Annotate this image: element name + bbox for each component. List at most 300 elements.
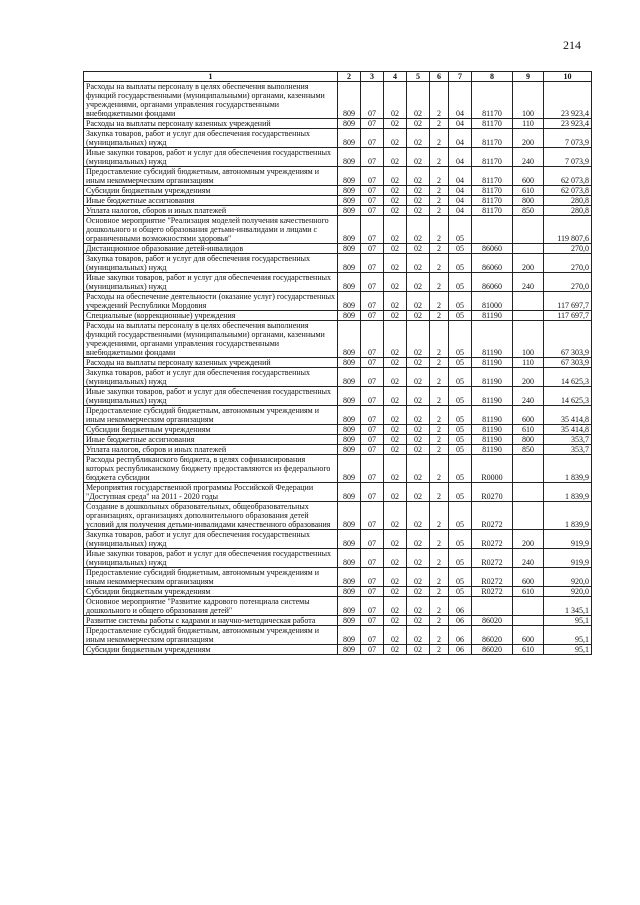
ministry-code-cell: 809 <box>338 406 361 425</box>
section-cell: 07 <box>361 129 384 148</box>
table-row <box>84 483 592 502</box>
section-cell: 07 <box>361 435 384 445</box>
ministry-code-cell: 809 <box>338 186 361 196</box>
ministry-code-cell: 809 <box>338 435 361 445</box>
program-cell: 02 <box>407 321 430 358</box>
expense-type-cell: 200 <box>513 254 544 273</box>
table-row <box>84 358 592 368</box>
item-name-cell: Закупка товаров, работ и услуг для обеспечения государственных (муниципальных) нужд <box>84 254 338 273</box>
section-cell: 07 <box>361 626 384 645</box>
subprogram-cell: 2 <box>430 292 449 311</box>
program-cell: 02 <box>407 455 430 483</box>
program-cell: 02 <box>407 292 430 311</box>
amount-cell: 14 625,3 <box>544 387 592 406</box>
activity-cell: 05 <box>449 216 472 244</box>
amount-cell: 62 073,8 <box>544 186 592 196</box>
subsection-cell: 02 <box>384 148 407 167</box>
program-cell: 02 <box>407 445 430 455</box>
expense-type-cell: 610 <box>513 645 544 655</box>
subsection-cell: 02 <box>384 186 407 196</box>
section-cell: 07 <box>361 368 384 387</box>
subsection-cell: 02 <box>384 406 407 425</box>
section-cell: 07 <box>361 502 384 530</box>
activity-cell: 04 <box>449 186 472 196</box>
activity-cell: 04 <box>449 119 472 129</box>
target-code-cell: 81000 <box>472 292 513 311</box>
program-cell: 02 <box>407 206 430 216</box>
amount-cell: 95,1 <box>544 645 592 655</box>
ministry-code-cell: 809 <box>338 483 361 502</box>
amount-cell: 270,0 <box>544 273 592 292</box>
target-code-cell <box>472 597 513 616</box>
item-name-cell: Иные закупки товаров, работ и услуг для обеспечения государственных (муниципальных) нужд <box>84 148 338 167</box>
program-cell: 02 <box>407 502 430 530</box>
program-cell: 02 <box>407 597 430 616</box>
ministry-code-cell: 809 <box>338 206 361 216</box>
subsection-cell: 02 <box>384 455 407 483</box>
program-cell: 02 <box>407 645 430 655</box>
activity-cell: 06 <box>449 645 472 655</box>
table-row <box>84 645 592 655</box>
program-cell: 02 <box>407 196 430 206</box>
column-header: 1 <box>84 72 338 82</box>
table-row <box>84 425 592 435</box>
target-code-cell: 81170 <box>472 119 513 129</box>
target-code-cell: R0272 <box>472 530 513 549</box>
ministry-code-cell: 809 <box>338 216 361 244</box>
target-code-cell: 81190 <box>472 358 513 368</box>
subprogram-cell: 2 <box>430 587 449 597</box>
program-cell: 02 <box>407 358 430 368</box>
target-code-cell: 81170 <box>472 167 513 186</box>
program-cell: 02 <box>407 435 430 445</box>
subsection-cell: 02 <box>384 216 407 244</box>
expense-type-cell: 600 <box>513 167 544 186</box>
item-name-cell: Основное мероприятие "Развитие кадрового потенциала системы дошкольного и общего образования детей" <box>84 597 338 616</box>
item-name-cell: Уплата налогов, сборов и иных платежей <box>84 445 338 455</box>
column-header: 8 <box>472 72 513 82</box>
activity-cell: 05 <box>449 502 472 530</box>
section-cell: 07 <box>361 455 384 483</box>
activity-cell: 05 <box>449 587 472 597</box>
target-code-cell: 81190 <box>472 445 513 455</box>
section-cell: 07 <box>361 530 384 549</box>
expense-type-cell: 610 <box>513 425 544 435</box>
program-cell: 02 <box>407 616 430 626</box>
table-row <box>84 244 592 254</box>
target-code-cell: 81170 <box>472 186 513 196</box>
subprogram-cell: 2 <box>430 597 449 616</box>
amount-cell: 353,7 <box>544 435 592 445</box>
target-code-cell: 86020 <box>472 616 513 626</box>
table-row <box>84 616 592 626</box>
item-name-cell: Закупка товаров, работ и услуг для обеспечения государственных (муниципальных) нужд <box>84 530 338 549</box>
amount-cell: 919,9 <box>544 549 592 568</box>
amount-cell: 35 414,8 <box>544 406 592 425</box>
ministry-code-cell: 809 <box>338 626 361 645</box>
table-row <box>84 82 592 119</box>
subprogram-cell: 2 <box>430 626 449 645</box>
program-cell: 02 <box>407 216 430 244</box>
section-cell: 07 <box>361 587 384 597</box>
table-row <box>84 387 592 406</box>
ministry-code-cell: 809 <box>338 616 361 626</box>
table-row <box>84 549 592 568</box>
amount-cell: 1 839,9 <box>544 502 592 530</box>
activity-cell: 05 <box>449 445 472 455</box>
activity-cell: 05 <box>449 292 472 311</box>
expense-type-cell: 850 <box>513 445 544 455</box>
section-cell: 07 <box>361 425 384 435</box>
expense-type-cell: 600 <box>513 406 544 425</box>
subprogram-cell: 2 <box>430 244 449 254</box>
item-name-cell: Иные закупки товаров, работ и услуг для обеспечения государственных (муниципальных) нужд <box>84 387 338 406</box>
table-row <box>84 597 592 616</box>
table-row <box>84 626 592 645</box>
subprogram-cell: 2 <box>430 387 449 406</box>
expense-type-cell <box>513 502 544 530</box>
subsection-cell: 02 <box>384 626 407 645</box>
subprogram-cell: 2 <box>430 502 449 530</box>
item-name-cell: Предоставление субсидий бюджетным, автономным учреждениям и иным некоммерческим организациям <box>84 406 338 425</box>
section-cell: 07 <box>361 254 384 273</box>
target-code-cell: 81190 <box>472 311 513 321</box>
ministry-code-cell: 809 <box>338 254 361 273</box>
section-cell: 07 <box>361 483 384 502</box>
section-cell: 07 <box>361 186 384 196</box>
program-cell: 02 <box>407 368 430 387</box>
item-name-cell: Субсидии бюджетным учреждениям <box>84 645 338 655</box>
subprogram-cell: 2 <box>430 167 449 186</box>
table-row <box>84 587 592 597</box>
item-name-cell: Основное мероприятие "Реализация моделей получения качественного дошкольного и общего образования детьми-инвалидами и лицами с ограниченными возможностями здоровья" <box>84 216 338 244</box>
target-code-cell: 86060 <box>472 244 513 254</box>
subprogram-cell: 2 <box>430 186 449 196</box>
amount-cell: 95,1 <box>544 626 592 645</box>
table-row <box>84 406 592 425</box>
page-number: 214 <box>563 38 581 52</box>
target-code-cell: R0272 <box>472 587 513 597</box>
subsection-cell: 02 <box>384 645 407 655</box>
item-name-cell: Субсидии бюджетным учреждениям <box>84 425 338 435</box>
ministry-code-cell: 809 <box>338 549 361 568</box>
expense-type-cell: 240 <box>513 148 544 167</box>
amount-cell: 14 625,3 <box>544 368 592 387</box>
amount-cell: 280,8 <box>544 206 592 216</box>
item-name-cell: Дистанционное образование детей-инвалидов <box>84 244 338 254</box>
target-code-cell: R0272 <box>472 502 513 530</box>
subprogram-cell: 2 <box>430 368 449 387</box>
subsection-cell: 02 <box>384 445 407 455</box>
column-header: 6 <box>430 72 449 82</box>
activity-cell: 05 <box>449 387 472 406</box>
subsection-cell: 02 <box>384 597 407 616</box>
amount-cell: 7 073,9 <box>544 129 592 148</box>
ministry-code-cell: 809 <box>338 455 361 483</box>
activity-cell: 05 <box>449 273 472 292</box>
target-code-cell: 81190 <box>472 368 513 387</box>
target-code-cell: R0000 <box>472 455 513 483</box>
column-header: 2 <box>338 72 361 82</box>
target-code-cell: 81170 <box>472 206 513 216</box>
section-cell: 07 <box>361 119 384 129</box>
subsection-cell: 02 <box>384 311 407 321</box>
budget-table <box>83 71 592 655</box>
expense-type-cell: 240 <box>513 549 544 568</box>
expense-type-cell: 800 <box>513 435 544 445</box>
amount-cell: 1 345,1 <box>544 597 592 616</box>
subsection-cell: 02 <box>384 119 407 129</box>
expense-type-cell: 600 <box>513 626 544 645</box>
column-header: 10 <box>544 72 592 82</box>
item-name-cell: Специальные (коррекционные) учреждения <box>84 311 338 321</box>
subsection-cell: 02 <box>384 358 407 368</box>
table-row <box>84 321 592 358</box>
ministry-code-cell: 809 <box>338 387 361 406</box>
program-cell: 02 <box>407 148 430 167</box>
subsection-cell: 02 <box>384 530 407 549</box>
activity-cell: 04 <box>449 167 472 186</box>
item-name-cell: Расходы на выплаты персоналу в целях обеспечения выполнения функций государственными (муниципальными) органами, казенными учреждениями, органами управления государственными внебюджетными фондами <box>84 82 338 119</box>
expense-type-cell <box>513 597 544 616</box>
target-code-cell: R0272 <box>472 549 513 568</box>
table-row <box>84 368 592 387</box>
section-cell: 07 <box>361 206 384 216</box>
activity-cell: 05 <box>449 455 472 483</box>
amount-cell: 95,1 <box>544 616 592 626</box>
activity-cell: 05 <box>449 530 472 549</box>
subsection-cell: 02 <box>384 254 407 273</box>
activity-cell: 04 <box>449 148 472 167</box>
subprogram-cell: 2 <box>430 321 449 358</box>
ministry-code-cell: 809 <box>338 119 361 129</box>
ministry-code-cell: 809 <box>338 321 361 358</box>
section-cell: 07 <box>361 244 384 254</box>
ministry-code-cell: 809 <box>338 292 361 311</box>
item-name-cell: Расходы на выплаты персоналу в целях обеспечения выполнения функций государственными (муниципальными) органами, казенными учреждениями, органами управления государственными внебюджетными фондами <box>84 321 338 358</box>
target-code-cell: 86060 <box>472 254 513 273</box>
subprogram-cell: 2 <box>430 358 449 368</box>
section-cell: 07 <box>361 568 384 587</box>
subprogram-cell: 2 <box>430 216 449 244</box>
ministry-code-cell: 809 <box>338 445 361 455</box>
subsection-cell: 02 <box>384 129 407 148</box>
target-code-cell <box>472 216 513 244</box>
subsection-cell: 02 <box>384 568 407 587</box>
ministry-code-cell: 809 <box>338 311 361 321</box>
expense-type-cell <box>513 483 544 502</box>
item-name-cell: Мероприятия государственной программы Российской Федерации "Доступная среда" на 2011 - 2020 годы <box>84 483 338 502</box>
ministry-code-cell: 809 <box>338 167 361 186</box>
amount-cell: 1 839,9 <box>544 483 592 502</box>
subprogram-cell: 2 <box>430 425 449 435</box>
item-name-cell: Предоставление субсидий бюджетным, автономным учреждениям и иным некоммерческим организациям <box>84 626 338 645</box>
table-row <box>84 455 592 483</box>
target-code-cell: 81190 <box>472 321 513 358</box>
ministry-code-cell: 809 <box>338 273 361 292</box>
item-name-cell: Иные бюджетные ассигнования <box>84 435 338 445</box>
program-cell: 02 <box>407 530 430 549</box>
ministry-code-cell: 809 <box>338 129 361 148</box>
activity-cell: 04 <box>449 196 472 206</box>
amount-cell: 67 303,9 <box>544 321 592 358</box>
section-cell: 07 <box>361 196 384 206</box>
amount-cell: 7 073,9 <box>544 148 592 167</box>
table-row <box>84 216 592 244</box>
subprogram-cell: 2 <box>430 616 449 626</box>
subsection-cell: 02 <box>384 587 407 597</box>
target-code-cell: R0270 <box>472 483 513 502</box>
expense-type-cell: 610 <box>513 186 544 196</box>
expense-type-cell: 850 <box>513 206 544 216</box>
column-header: 7 <box>449 72 472 82</box>
subsection-cell: 02 <box>384 196 407 206</box>
subsection-cell: 02 <box>384 273 407 292</box>
expense-type-cell: 800 <box>513 196 544 206</box>
target-code-cell: 81190 <box>472 425 513 435</box>
program-cell: 02 <box>407 186 430 196</box>
amount-cell: 353,7 <box>544 445 592 455</box>
program-cell: 02 <box>407 568 430 587</box>
program-cell: 02 <box>407 82 430 119</box>
expense-type-cell: 200 <box>513 368 544 387</box>
subprogram-cell: 2 <box>430 406 449 425</box>
expense-type-cell <box>513 244 544 254</box>
ministry-code-cell: 809 <box>338 358 361 368</box>
subsection-cell: 02 <box>384 368 407 387</box>
subsection-cell: 02 <box>384 321 407 358</box>
expense-type-cell: 240 <box>513 387 544 406</box>
activity-cell: 06 <box>449 597 472 616</box>
section-cell: 07 <box>361 82 384 119</box>
activity-cell: 05 <box>449 425 472 435</box>
subprogram-cell: 2 <box>430 311 449 321</box>
section-cell: 07 <box>361 292 384 311</box>
subsection-cell: 02 <box>384 425 407 435</box>
subprogram-cell: 2 <box>430 196 449 206</box>
subsection-cell: 02 <box>384 435 407 445</box>
subprogram-cell: 2 <box>430 82 449 119</box>
table-row <box>84 530 592 549</box>
activity-cell: 05 <box>449 406 472 425</box>
program-cell: 02 <box>407 167 430 186</box>
subsection-cell: 02 <box>384 616 407 626</box>
ministry-code-cell: 809 <box>338 530 361 549</box>
activity-cell: 05 <box>449 549 472 568</box>
program-cell: 02 <box>407 273 430 292</box>
table-row <box>84 206 592 216</box>
amount-cell: 117 697,7 <box>544 311 592 321</box>
subprogram-cell: 2 <box>430 455 449 483</box>
amount-cell: 62 073,8 <box>544 167 592 186</box>
column-header: 4 <box>384 72 407 82</box>
ministry-code-cell: 809 <box>338 425 361 435</box>
program-cell: 02 <box>407 119 430 129</box>
target-code-cell: 81170 <box>472 129 513 148</box>
table-row <box>84 292 592 311</box>
table-row <box>84 129 592 148</box>
header-row <box>84 72 592 82</box>
activity-cell: 04 <box>449 206 472 216</box>
section-cell: 07 <box>361 311 384 321</box>
amount-cell: 23 923,4 <box>544 119 592 129</box>
expense-type-cell: 600 <box>513 568 544 587</box>
table-row <box>84 119 592 129</box>
item-name-cell: Расходы на выплаты персоналу казенных учреждений <box>84 119 338 129</box>
item-name-cell: Развитие системы работы с кадрами и научно-методическая работа <box>84 616 338 626</box>
section-cell: 07 <box>361 358 384 368</box>
table-row <box>84 254 592 273</box>
program-cell: 02 <box>407 387 430 406</box>
activity-cell: 04 <box>449 82 472 119</box>
activity-cell: 05 <box>449 254 472 273</box>
subsection-cell: 02 <box>384 292 407 311</box>
ministry-code-cell: 809 <box>338 148 361 167</box>
table-row <box>84 445 592 455</box>
activity-cell: 05 <box>449 358 472 368</box>
program-cell: 02 <box>407 587 430 597</box>
expense-type-cell: 110 <box>513 358 544 368</box>
subsection-cell: 02 <box>384 549 407 568</box>
amount-cell: 920,0 <box>544 568 592 587</box>
target-code-cell: 81190 <box>472 387 513 406</box>
expense-type-cell: 610 <box>513 587 544 597</box>
table-row <box>84 273 592 292</box>
amount-cell: 280,8 <box>544 196 592 206</box>
program-cell: 02 <box>407 406 430 425</box>
section-cell: 07 <box>361 321 384 358</box>
item-name-cell: Предоставление субсидий бюджетным, автономным учреждениям и иным некоммерческим организациям <box>84 568 338 587</box>
item-name-cell: Иные закупки товаров, работ и услуг для обеспечения государственных (муниципальных) нужд <box>84 549 338 568</box>
subprogram-cell: 2 <box>430 530 449 549</box>
item-name-cell: Расходы на обеспечение деятельности (оказание услуг) государственных учреждений Республики Мордовия <box>84 292 338 311</box>
subprogram-cell: 2 <box>430 206 449 216</box>
item-name-cell: Создание в дошкольных образовательных, общеобразовательных организациях, организациях дополнительного образования детей условий для получения детьми-инвалидами качественного образования <box>84 502 338 530</box>
expense-type-cell <box>513 292 544 311</box>
activity-cell: 05 <box>449 321 472 358</box>
expense-type-cell: 200 <box>513 530 544 549</box>
expense-type-cell <box>513 311 544 321</box>
activity-cell: 05 <box>449 568 472 587</box>
section-cell: 07 <box>361 406 384 425</box>
item-name-cell: Расходы на выплаты персоналу казенных учреждений <box>84 358 338 368</box>
subprogram-cell: 2 <box>430 568 449 587</box>
subsection-cell: 02 <box>384 167 407 186</box>
ministry-code-cell: 809 <box>338 587 361 597</box>
amount-cell: 1 839,9 <box>544 455 592 483</box>
activity-cell: 06 <box>449 626 472 645</box>
expense-type-cell <box>513 455 544 483</box>
target-code-cell: 86020 <box>472 645 513 655</box>
table-row <box>84 196 592 206</box>
subprogram-cell: 2 <box>430 119 449 129</box>
subsection-cell: 02 <box>384 502 407 530</box>
target-code-cell: 86060 <box>472 273 513 292</box>
activity-cell: 05 <box>449 435 472 445</box>
program-cell: 02 <box>407 254 430 273</box>
item-name-cell: Субсидии бюджетным учреждениям <box>84 186 338 196</box>
expense-type-cell: 110 <box>513 119 544 129</box>
table-row <box>84 186 592 196</box>
ministry-code-cell: 809 <box>338 502 361 530</box>
expense-type-cell: 200 <box>513 129 544 148</box>
item-name-cell: Расходы республиканского бюджета, в целях софинансирования которых республиканскому бюджету предоставляются из федерального бюджета субсидии <box>84 455 338 483</box>
section-cell: 07 <box>361 273 384 292</box>
target-code-cell: 86020 <box>472 626 513 645</box>
amount-cell: 920,0 <box>544 587 592 597</box>
program-cell: 02 <box>407 626 430 645</box>
ministry-code-cell: 809 <box>338 368 361 387</box>
